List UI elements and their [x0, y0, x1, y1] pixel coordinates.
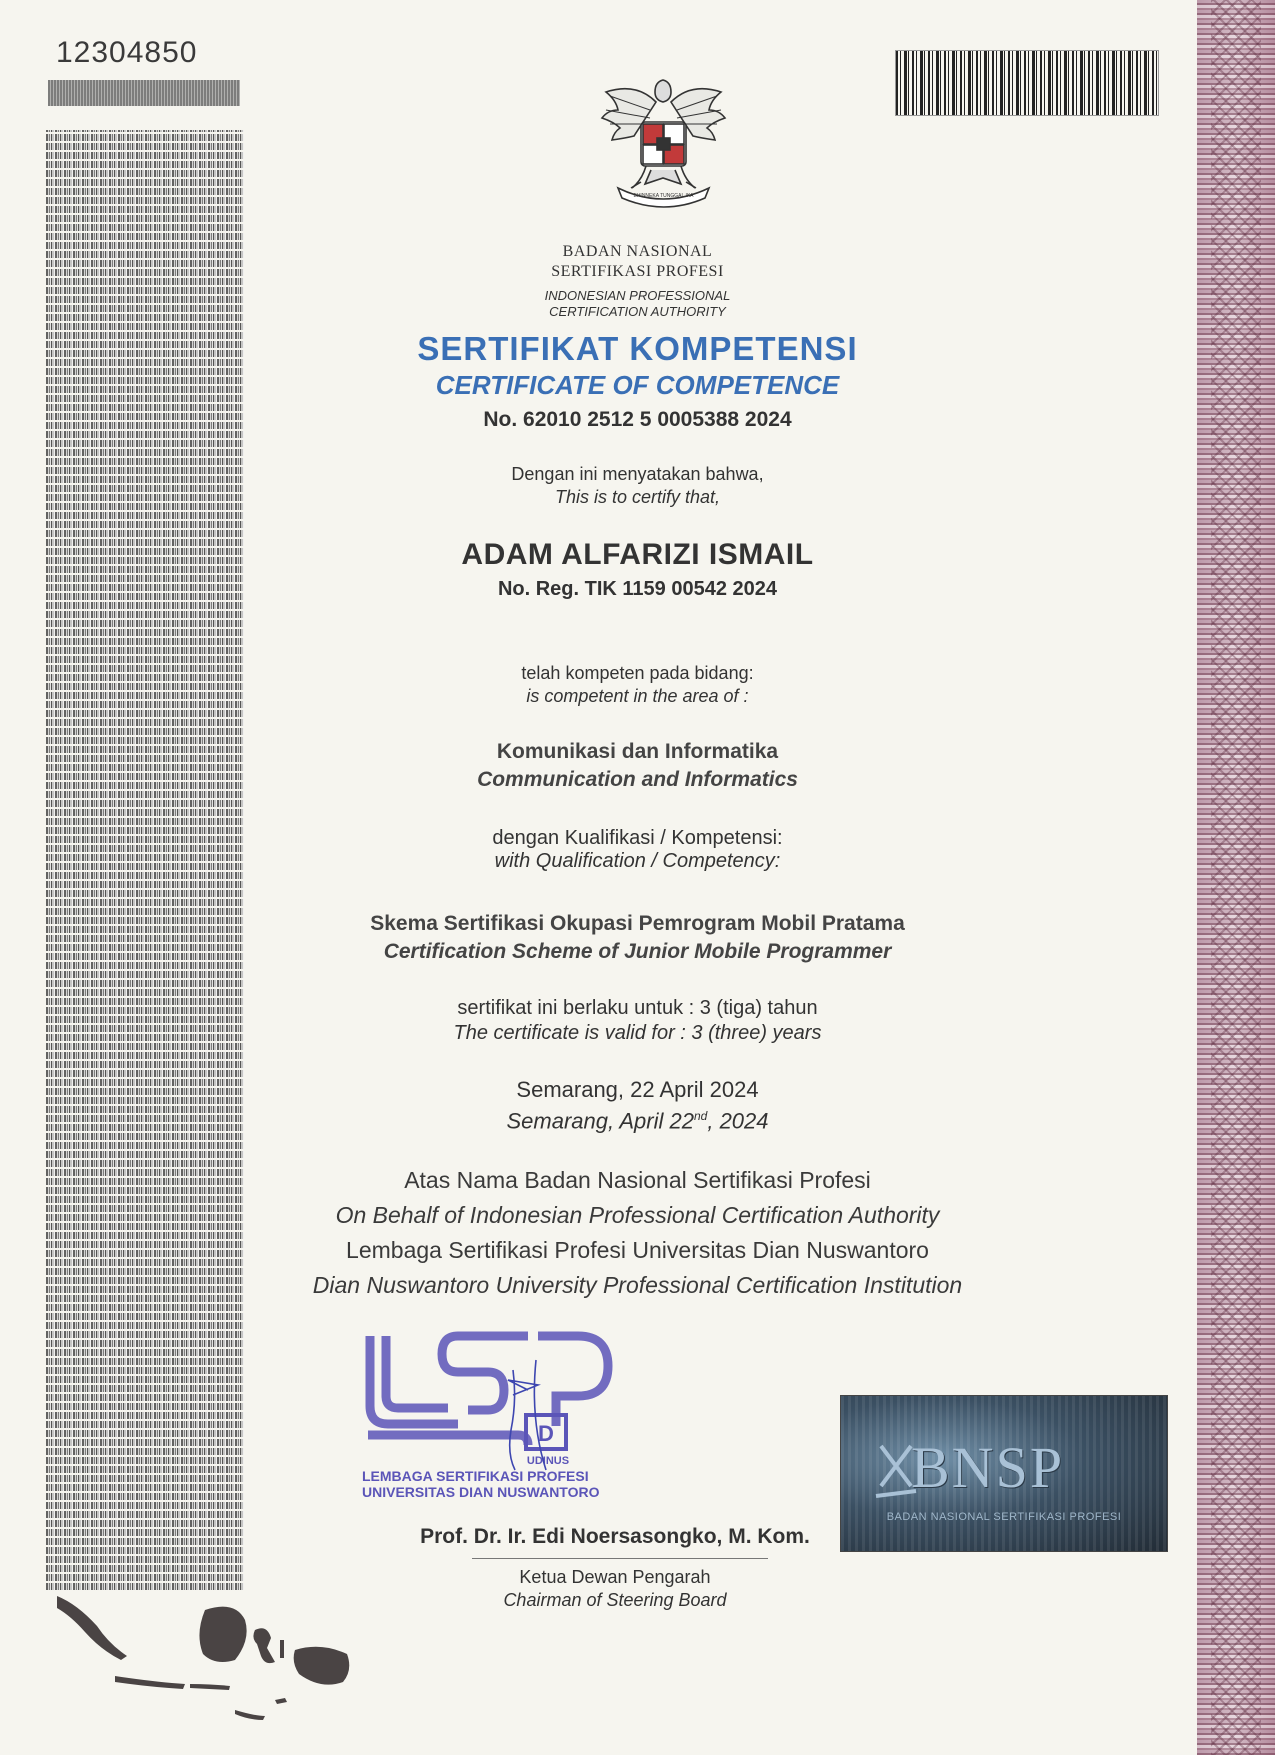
issuer-statement: Atas Nama Badan Nasional Sertifikasi Profesi On Behalf of Indonesian Professional Certification Authority Lembaga Sertifikasi Profesi Universitas Dian Nuswantoro Dian Nuswantoro University Professional Certification Institution [312, 1167, 963, 1298]
signer-name: Prof. Dr. Ir. Edi Noersasongko, M. Kom. [420, 1525, 810, 1548]
authority-name-en: INDONESIAN PROFESSIONAL CERTIFICATION AUTHORITY [544, 288, 731, 319]
garuda-emblem-icon [596, 70, 731, 220]
certification-scheme: Skema Sertifikasi Okupasi Pemrogram Mobil Pratama Certification Scheme of Junior Mobile Programmer [370, 912, 905, 963]
bnsp-logo: BNSP [911, 1435, 1065, 1500]
svg-text:D: D [538, 1421, 554, 1446]
bnsp-subtitle: BADAN NASIONAL SERTIFIKASI PROFESI [886, 1511, 1122, 1523]
emblem-motto: BHINNEKA TUNGGAL IKA [633, 193, 694, 199]
serial-barcode-strip [48, 80, 240, 106]
area-label: telah kompeten pada bidang: is competent in the area of : [521, 663, 754, 706]
serial-number: 12304850 [56, 36, 198, 69]
holder-name: ADAM ALFARIZI ISMAIL [461, 538, 814, 571]
certify-statement: Dengan ini menyatakan bahwa, This is to certify that, [511, 464, 764, 507]
signer-role: Ketua Dewan Pengarah Chairman of Steering Board [503, 1567, 727, 1610]
signature-line [472, 1558, 768, 1559]
qualification-label: dengan Kualifikasi / Kompetensi: with Qualification / Competency: [492, 827, 783, 872]
certificate-number: No. 62010 2512 5 0005388 2024 [483, 408, 792, 431]
lsp-stamp-caption: LEMBAGA SERTIFIKASI PROFESI UNIVERSITAS DIAN NUSWANTORO [362, 1468, 600, 1500]
indonesia-map-icon [55, 1590, 355, 1740]
certificate-title-id: SERTIFIKAT KOMPETENSI [417, 330, 858, 367]
bnsp-hologram [840, 1395, 1168, 1552]
certificate-title-en: CERTIFICATE OF COMPETENCE [435, 370, 840, 400]
place-and-date: Semarang, 22 April 2024 Semarang, April 22nd, 2024 [506, 1077, 769, 1134]
authority-name-id: BADAN NASIONAL SERTIFIKASI PROFESI [551, 243, 724, 280]
barcode [895, 50, 1159, 116]
validity-statement: sertifikat ini berlaku untuk : 3 (tiga) tahun The certificate is valid for : 3 (three) years [453, 997, 822, 1044]
stamp-brand: UDINUS [526, 1455, 570, 1467]
competency-area: Komunikasi dan Informatika Communication and Informatics [477, 740, 798, 791]
registration-number: No. Reg. TIK 1159 00542 2024 [497, 578, 778, 600]
